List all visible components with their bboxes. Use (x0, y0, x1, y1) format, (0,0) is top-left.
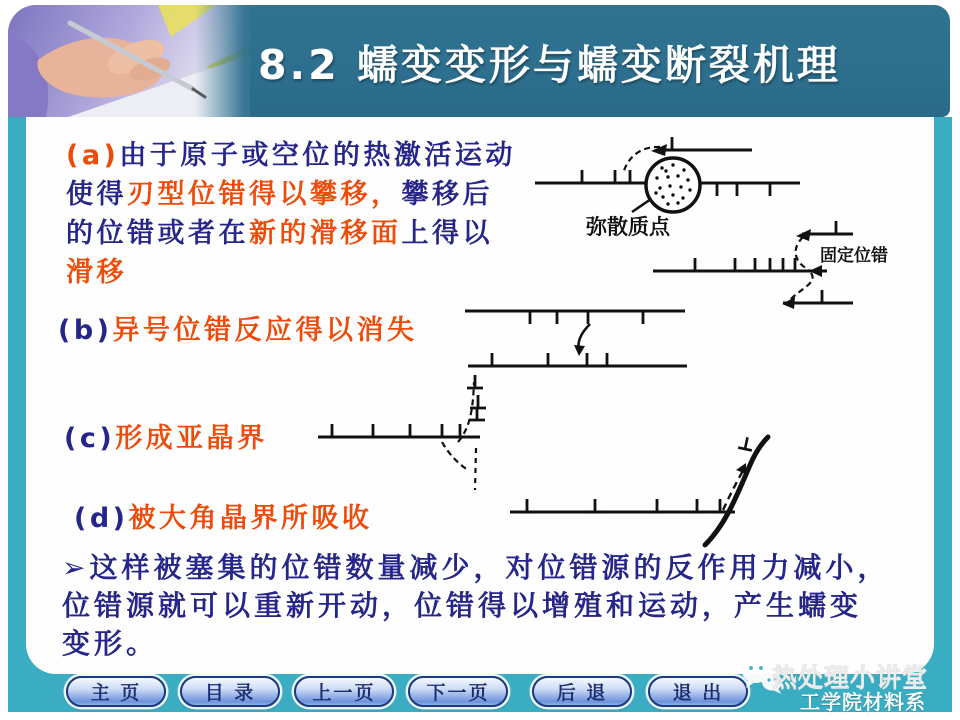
header-bar (8, 5, 950, 117)
summary-paragraph (62, 549, 889, 663)
summary-line2: 位错源就可以重新开动，位错得以增殖和运动，产生蠕变 (62, 589, 863, 622)
paragraph-a-line1: (a)由于原子或空位的热激活运动 (66, 140, 516, 171)
paragraph-a (66, 136, 516, 292)
watermark-title: 热处理小讲堂 (772, 663, 929, 692)
hand-pen-photo (8, 5, 250, 117)
item-d: (d)被大角晶界所吸收 (74, 503, 373, 534)
nav-button-next[interactable]: 下一页 (408, 676, 508, 707)
item-b: (b)异号位错反应得以消失 (58, 315, 418, 346)
fixed-dislocation-label: 固定位错 (820, 246, 888, 266)
diagram-subboundary (308, 368, 513, 496)
summary-line3: 变形。 (62, 627, 159, 660)
item-c: (c)形成亚晶界 (64, 423, 268, 454)
nav-button-back[interactable]: 后 退 (532, 676, 632, 707)
paragraph-a-line2: 使得刃型位错得以攀移，攀移后 (66, 179, 493, 210)
nav-button-exit[interactable]: 退 出 (648, 676, 748, 707)
diagram-climb-over-particle (520, 130, 940, 322)
summary-line1: ➢这样被塞集的位错数量减少，对位错源的反作用力减小， (62, 551, 890, 584)
paragraph-a-line3: 的位错或者在新的滑移面上得以 (66, 218, 493, 249)
paragraph-a-line4: 滑移 (66, 257, 127, 288)
nav-button-contents[interactable]: 目 录 (180, 676, 280, 707)
page-title: 8.2 蠕变变形与蠕变断裂机理 (258, 40, 841, 89)
photo-fade-overlay (195, 5, 250, 117)
particle-label: 弥散质点 (586, 215, 670, 239)
watermark-subtitle: 工学院材料系 (800, 690, 926, 714)
nav-button-previous[interactable]: 上一页 (294, 676, 394, 707)
diagram-grain-boundary-absorption (488, 423, 788, 551)
nav-button-home[interactable]: 主 页 (66, 676, 166, 707)
